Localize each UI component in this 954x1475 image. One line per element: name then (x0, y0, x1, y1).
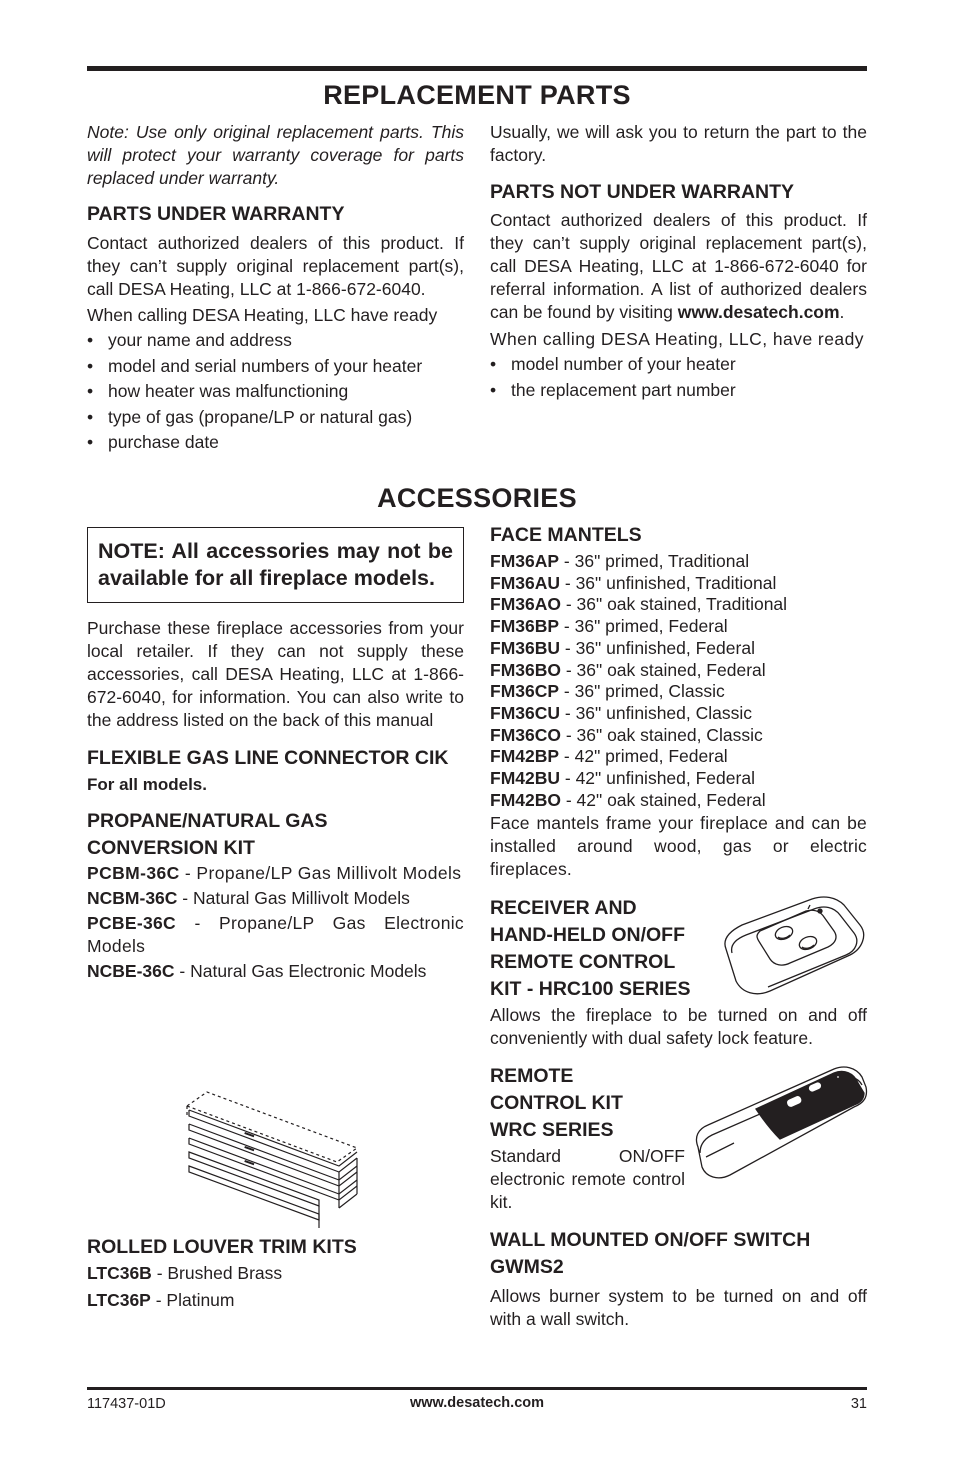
receiver-heading (490, 895, 730, 1003)
dealer-website-link[interactable]: www.desatech.com (677, 302, 840, 322)
product-code: FM42BU (490, 768, 561, 789)
louver-item (87, 1262, 464, 1285)
remote-heading-line: CONTROL KIT (490, 1092, 623, 1114)
face-mantels-text: Face mantels frame your fireplace and can be installed around wood, gas or electric fireplaces. (490, 813, 867, 880)
list-item (490, 725, 867, 747)
product-desc: - Platinum (150, 1290, 235, 1310)
product-desc: - 36" oak stained, Traditional (560, 594, 788, 615)
replacement-left-column (87, 121, 464, 457)
receiver-text: Allows the fireplace to be turned on and off conveniently with dual safety lock feature. (490, 1005, 867, 1048)
product-code: PCBM-36C (87, 863, 180, 883)
product-desc: - 42" unfinished, Federal (560, 768, 755, 789)
parts-under-warranty-heading: PARTS UNDER WARRANTY (87, 203, 345, 225)
louver-trim-heading: ROLLED LOUVER TRIM KITS (87, 1236, 357, 1258)
list-item (490, 746, 867, 768)
replacement-right-column (490, 121, 867, 404)
product-code: FM42BO (490, 789, 561, 810)
product-desc: - 42" primed, Federal (559, 746, 728, 767)
bottom-rule (87, 1387, 867, 1390)
product-desc: - Propane/LP Gas Electronic Models (87, 913, 464, 956)
list-item (490, 768, 867, 790)
product-code: FM36AO (490, 594, 561, 615)
product-code: FM36CP (490, 681, 560, 702)
receiver-heading-line: HAND-HELD ON/OFF (490, 924, 685, 946)
product-code: LTC36B (87, 1263, 152, 1283)
product-desc: - 36" oak stained, Federal (560, 659, 766, 680)
list-item: • how heater was malfunctioning (87, 380, 464, 403)
wall-switch-text: Allows burner system to be turned on and off with a wall switch. (490, 1286, 867, 1329)
under-warranty-list (87, 329, 464, 454)
product-code: LTC36P (87, 1290, 151, 1310)
conversion-item (87, 960, 464, 983)
list-item (490, 573, 867, 595)
conversion-item (87, 912, 464, 958)
list-item: • type of gas (propane/LP or natural gas) (87, 406, 464, 429)
list-item (490, 616, 867, 638)
list-item: • your name and address (87, 329, 464, 352)
hand-held-remote-icon (720, 895, 868, 999)
return-note: Usually, we will ask you to return the part to the factory. (490, 122, 867, 165)
list-item: • model number of your heater (490, 353, 867, 376)
receiver-heading-line: KIT - HRC100 SERIES (490, 978, 691, 1000)
product-desc: - 36" oak stained, Classic (560, 724, 763, 745)
remote-control-icon (694, 1063, 868, 1183)
product-code: FM42BP (490, 746, 560, 767)
under-warranty-calling-text: When calling DESA Heating, LLC have ready (87, 305, 438, 325)
product-code: NCBE-36C (87, 961, 175, 981)
accessories-left-column (87, 527, 464, 985)
list-item: • model and serial numbers of your heater (87, 355, 464, 378)
not-under-warranty-text: Contact authorized dealers of this product. If they can’t supply original replacement part(s), call DESA Heating, LLC at 1-866-672-6040 for referral information. A list of authorized dealers can be found by visiting (490, 210, 867, 322)
parts-not-under-warranty-heading: PARTS NOT UNDER WARRANTY (490, 181, 795, 203)
conversion-kit-heading: PROPANE/NATURAL GAS CONVERSION KIT (87, 810, 328, 859)
product-code: PCBE-36C (87, 913, 176, 933)
product-desc: - 36" unfinished, Federal (560, 637, 755, 658)
product-desc: - Natural Gas Electronic Models (174, 961, 427, 981)
product-desc: - 42" oak stained, Federal (560, 789, 766, 810)
list-item (490, 660, 867, 682)
parts-not-under-warranty-text (490, 209, 867, 324)
doc-number: 117437-01D (87, 1396, 166, 1412)
top-rule (87, 66, 867, 71)
wall-switch-heading: WALL MOUNTED ON/OFF SWITCH GWMS2 (490, 1229, 811, 1278)
list-item: • purchase date (87, 431, 464, 454)
not-under-warranty-calling-text: When calling DESA Heating, LLC, have ready (490, 329, 864, 349)
product-desc: - 36" primed, Traditional (559, 551, 750, 571)
face-mantels-section (490, 522, 867, 881)
wall-switch-section (490, 1227, 867, 1331)
accessories-intro: Purchase these fireplace accessories from your local retailer. If they can not supply these accessories, call DESA Heating, LLC at 1-866-672-6040, for information. You can also write to the address listed on the back of this manual (87, 618, 464, 730)
parts-under-warranty-text: Contact authorized dealers of this product. If they can’t supply original replacement part(s), call DESA Heating, LLC at 1-866-672-6040. (87, 233, 464, 299)
list-item (490, 790, 867, 812)
not-under-warranty-list (490, 353, 867, 402)
list-item (490, 638, 867, 660)
conversion-item (87, 862, 464, 885)
product-desc: - 36" primed, Classic (559, 681, 725, 702)
remote-kit-text: Standard ON/OFF electronic remote control kit. (490, 1146, 685, 1212)
product-desc: - 36" unfinished, Classic (560, 702, 753, 723)
face-mantels-list (490, 551, 867, 811)
product-code: FM36CU (490, 702, 561, 723)
product-desc: - Propane/LP Gas Millivolt Models (179, 863, 462, 883)
louver-trim-illustration (185, 1088, 361, 1230)
product-code: FM36AU (490, 572, 561, 593)
product-desc: - Brushed Brass (151, 1263, 283, 1283)
product-code: NCBM-36C (87, 888, 178, 908)
remote-kit-heading (490, 1063, 690, 1144)
page-number: 31 (850, 1396, 867, 1412)
louver-trim-section (87, 1234, 464, 1314)
list-item: • the replacement part number (490, 379, 867, 402)
product-code: FM36AP (490, 551, 560, 571)
product-desc: - Natural Gas Millivolt Models (177, 888, 410, 908)
receiver-heading-line: RECEIVER AND (490, 897, 637, 919)
footer-website-link[interactable]: www.desatech.com (409, 1395, 545, 1411)
product-desc: - 36" unfinished, Traditional (560, 572, 777, 593)
replacement-parts-title: REPLACEMENT PARTS (323, 80, 631, 110)
product-code: FM36BU (490, 637, 561, 658)
accessories-title: ACCESSORIES (377, 483, 577, 513)
list-item (490, 551, 867, 573)
receiver-heading-line: REMOTE CONTROL (490, 951, 676, 973)
list-item (490, 703, 867, 725)
gas-line-connector-heading: FLEXIBLE GAS LINE CONNECTOR CIK (87, 747, 449, 769)
punctuation: . (839, 302, 845, 322)
gas-line-connector-sub: For all models. (87, 775, 207, 794)
replacement-note: Note: Use only original replacement parts. This will protect your warranty coverage for parts replaced under warranty. (87, 122, 464, 188)
accessories-note-text: NOTE: All accessories may not be available for all fireplace models. (98, 539, 453, 590)
accessories-note-box (87, 527, 464, 603)
face-mantels-heading: FACE MANTELS (490, 524, 642, 546)
product-code: FM36BO (490, 659, 561, 680)
list-item (490, 594, 867, 616)
product-code: FM36BP (490, 616, 560, 637)
list-item (490, 681, 867, 703)
product-code: FM36CO (490, 724, 561, 745)
louver-item (87, 1289, 464, 1312)
conversion-item (87, 887, 464, 910)
remote-heading-line: WRC SERIES (490, 1119, 614, 1141)
product-desc: - 36" primed, Federal (559, 616, 728, 637)
remote-heading-line: REMOTE (490, 1065, 574, 1087)
